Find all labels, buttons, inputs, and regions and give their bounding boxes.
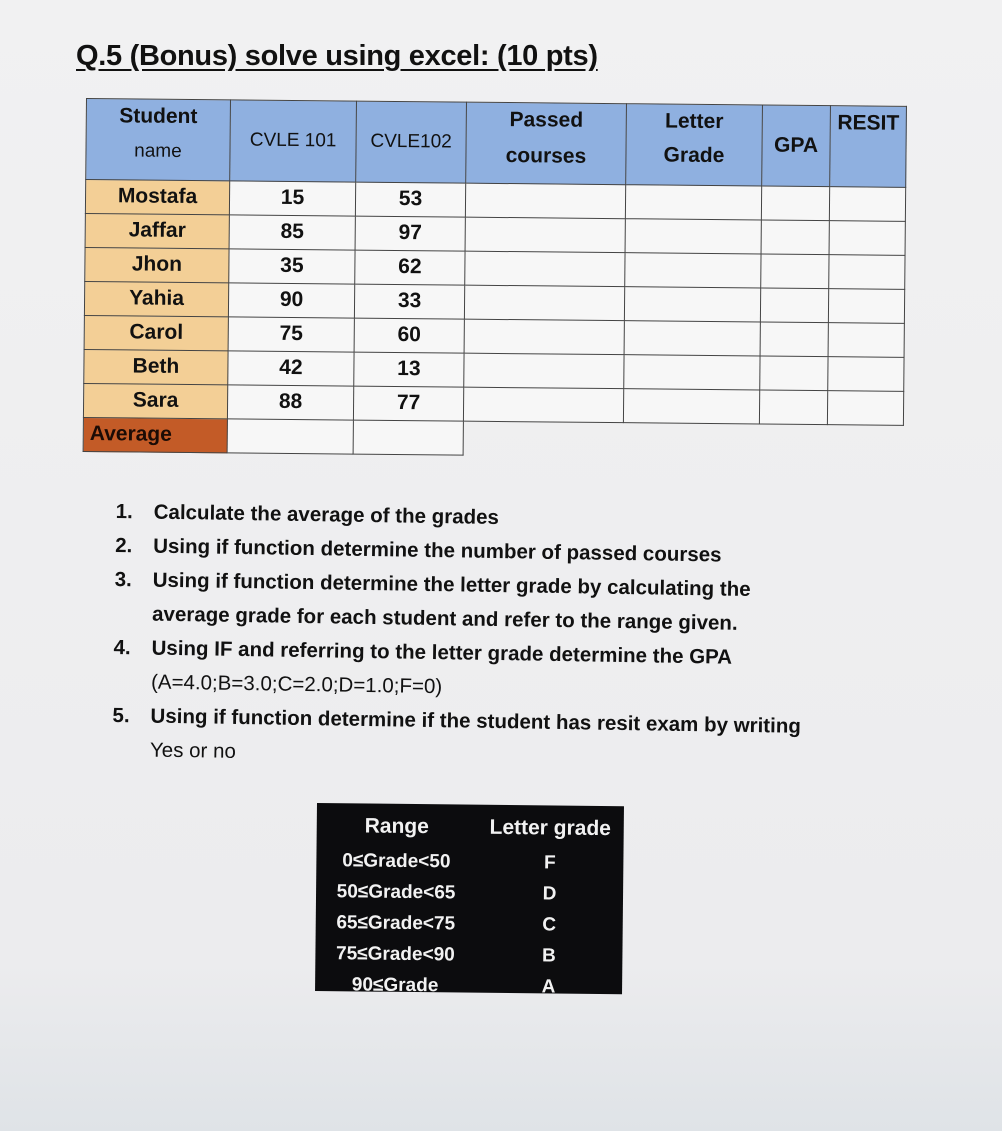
header-resit[interactable]: RESIT bbox=[830, 106, 907, 188]
gpa-cell[interactable] bbox=[761, 220, 829, 255]
letter-grade-cell[interactable] bbox=[624, 321, 760, 356]
header-cvle101[interactable]: CVLE 101 bbox=[230, 100, 357, 182]
instruction-number: 4. bbox=[113, 635, 131, 660]
range-header-row bbox=[317, 807, 624, 848]
cvle101-cell[interactable]: 90 bbox=[228, 283, 354, 318]
instruction-item bbox=[113, 631, 874, 711]
letter-grade-cell[interactable] bbox=[625, 185, 761, 220]
resit-cell[interactable] bbox=[828, 289, 904, 324]
average-cvle102-cell[interactable] bbox=[353, 420, 463, 455]
header-passed-courses[interactable] bbox=[466, 102, 627, 185]
letter-grade-cell[interactable] bbox=[624, 287, 760, 322]
range-row bbox=[316, 907, 623, 941]
gpa-cell[interactable] bbox=[760, 322, 828, 357]
instructions-list bbox=[112, 495, 876, 779]
student-name-cell[interactable]: Yahia bbox=[84, 281, 228, 316]
header-gpa[interactable]: GPA bbox=[762, 105, 831, 187]
instruction-text-cont: (A=4.0;B=3.0;C=2.0;D=1.0;F=0) bbox=[150, 670, 443, 699]
gpa-cell[interactable] bbox=[761, 186, 829, 221]
resit-cell[interactable] bbox=[828, 323, 904, 358]
instruction-number: 3. bbox=[114, 567, 132, 592]
instruction-text: Calculate the average of the grades bbox=[153, 500, 500, 530]
letter-cell: D bbox=[542, 882, 557, 905]
grades-table bbox=[83, 98, 907, 460]
instruction-text-cont: average grade for each student and refer to the range given. bbox=[151, 602, 738, 635]
header-letter-line2: Grade bbox=[663, 143, 725, 168]
letter-cell: B bbox=[541, 944, 556, 967]
letter-cell: F bbox=[543, 851, 556, 874]
cvle101-cell[interactable]: 85 bbox=[229, 215, 355, 250]
range-row bbox=[315, 938, 622, 972]
student-name-cell[interactable]: Mostafa bbox=[85, 180, 229, 215]
blank-cell bbox=[623, 423, 759, 458]
cvle102-cell[interactable]: 53 bbox=[355, 182, 465, 217]
resit-cell[interactable] bbox=[829, 187, 905, 222]
letter-cell: C bbox=[542, 913, 557, 936]
passed-courses-cell[interactable] bbox=[464, 319, 624, 355]
instruction-text: Using if function determine the number of passed courses bbox=[153, 534, 722, 567]
header-letter-grade[interactable] bbox=[626, 104, 763, 186]
header-letter-line1: Letter bbox=[665, 109, 724, 134]
passed-courses-cell[interactable] bbox=[465, 217, 625, 253]
range-cell: 90≤Grade bbox=[351, 973, 439, 996]
resit-cell[interactable] bbox=[829, 221, 905, 256]
gpa-cell[interactable] bbox=[761, 254, 829, 289]
header-cvle102[interactable]: CVLE102 bbox=[356, 101, 467, 183]
blank-cell bbox=[463, 421, 623, 457]
student-name-cell[interactable]: Jaffar bbox=[85, 213, 229, 248]
header-student-line1: Student bbox=[119, 104, 198, 129]
cvle101-cell[interactable]: 88 bbox=[227, 385, 353, 420]
question-title: Q.5 (Bonus) solve using excel: (10 pts) bbox=[76, 40, 598, 72]
instruction-item bbox=[114, 563, 875, 643]
header-passed-line1: Passed bbox=[509, 108, 584, 132]
grade-range-table bbox=[315, 807, 624, 1003]
average-label-cell[interactable]: Average bbox=[83, 417, 227, 452]
average-cvle101-cell[interactable] bbox=[227, 419, 353, 454]
passed-courses-cell[interactable] bbox=[464, 285, 624, 321]
average-row bbox=[83, 417, 903, 459]
letter-grade-header: Letter grade bbox=[489, 815, 612, 841]
instruction-number: 5. bbox=[112, 703, 130, 728]
header-student-name[interactable] bbox=[86, 99, 231, 181]
blank-cell bbox=[827, 425, 903, 460]
instruction-text: Using if function determine the letter grade by calculating the bbox=[152, 568, 751, 601]
resit-cell[interactable] bbox=[829, 255, 905, 290]
gpa-cell[interactable] bbox=[759, 390, 827, 425]
range-cell: 0≤Grade<50 bbox=[342, 849, 451, 872]
letter-grade-cell[interactable] bbox=[625, 253, 761, 288]
range-header: Range bbox=[364, 814, 429, 839]
instruction-text-cont: Yes or no bbox=[149, 738, 237, 763]
passed-courses-cell[interactable] bbox=[465, 251, 625, 287]
student-name-cell[interactable]: Jhon bbox=[85, 247, 229, 282]
instruction-number: 1. bbox=[115, 499, 134, 524]
grade-range-box bbox=[315, 803, 624, 998]
letter-grade-cell[interactable] bbox=[624, 355, 760, 390]
gpa-cell[interactable] bbox=[760, 356, 828, 391]
cvle101-cell[interactable]: 15 bbox=[229, 181, 355, 216]
range-cell: 50≤Grade<65 bbox=[336, 880, 456, 903]
instruction-text: Using if function determine if the student has resit exam by writing bbox=[150, 704, 802, 738]
range-cell: 75≤Grade<90 bbox=[335, 942, 455, 965]
cvle102-cell[interactable]: 97 bbox=[355, 216, 465, 251]
blank-cell bbox=[759, 424, 827, 459]
cvle102-cell[interactable]: 62 bbox=[355, 250, 465, 285]
letter-cell: A bbox=[541, 975, 556, 998]
cvle102-cell[interactable]: 77 bbox=[353, 386, 463, 421]
header-passed-line2: courses bbox=[505, 144, 587, 168]
instruction-text: Using IF and referring to the letter grade determine the GPA bbox=[151, 636, 733, 669]
cvle101-cell[interactable]: 35 bbox=[229, 249, 355, 284]
cvle102-cell[interactable]: 60 bbox=[354, 318, 464, 353]
header-student-line2: name bbox=[134, 140, 182, 162]
resit-cell[interactable] bbox=[827, 391, 903, 426]
passed-courses-cell[interactable] bbox=[464, 353, 624, 389]
instruction-item bbox=[112, 699, 873, 779]
student-name-cell[interactable]: Beth bbox=[84, 349, 228, 384]
range-cell: 65≤Grade<75 bbox=[336, 911, 456, 934]
passed-courses-cell[interactable] bbox=[465, 183, 625, 219]
letter-grade-cell[interactable] bbox=[623, 389, 759, 424]
table-header-row bbox=[86, 99, 907, 188]
letter-grade-cell[interactable] bbox=[625, 219, 761, 254]
cvle101-cell[interactable]: 42 bbox=[228, 351, 354, 386]
instruction-number: 2. bbox=[115, 533, 133, 558]
cvle102-cell[interactable]: 13 bbox=[354, 352, 464, 387]
range-row bbox=[315, 969, 622, 1003]
resit-cell[interactable] bbox=[828, 357, 904, 392]
range-row bbox=[316, 876, 623, 910]
passed-courses-cell[interactable] bbox=[463, 387, 623, 423]
range-row bbox=[316, 845, 623, 879]
student-name-cell[interactable]: Carol bbox=[84, 315, 228, 350]
gpa-cell[interactable] bbox=[760, 288, 828, 323]
cvle102-cell[interactable]: 33 bbox=[354, 284, 464, 319]
student-name-cell[interactable]: Sara bbox=[83, 383, 227, 418]
cvle101-cell[interactable]: 75 bbox=[228, 317, 354, 352]
